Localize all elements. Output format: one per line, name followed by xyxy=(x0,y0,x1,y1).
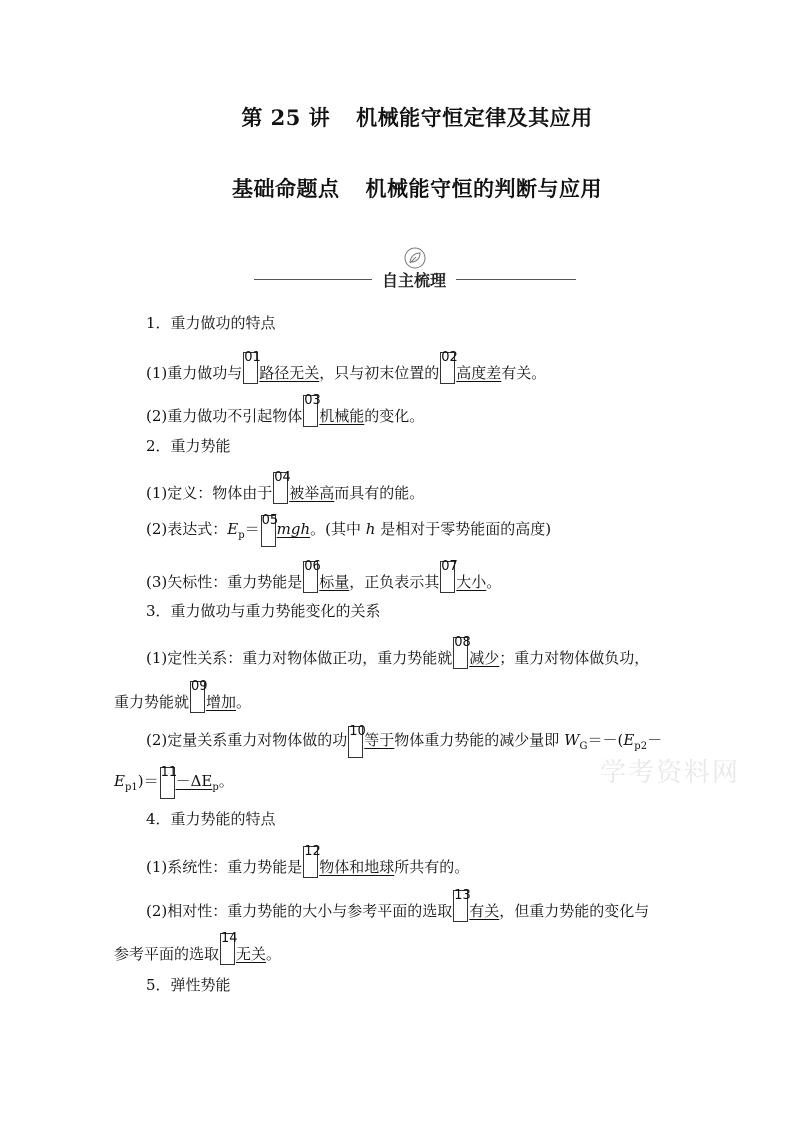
blank-box: 05 xyxy=(261,515,276,547)
topic-type: 基础命题点 xyxy=(232,176,340,201)
answer: $-\Delta E_p$ xyxy=(175,772,219,793)
blank-box: 08 xyxy=(453,637,468,669)
line-4-2-cont: 参考平面的选取 14 无关。 xyxy=(114,931,282,963)
answer: 路径无关 xyxy=(259,364,320,382)
blank-box: 09 xyxy=(190,681,205,713)
answer: 被举高 xyxy=(289,484,335,502)
blank-box: 10 xyxy=(348,726,363,758)
line-1-1: (1)重力做功与 01 路径无关，只与初末位置的 02 高度差有关。 xyxy=(146,350,547,382)
line-4-2: (2)相对性：重力势能的大小与参考平面的选取 13 有关，但重力势能的变化与 xyxy=(146,888,650,920)
line-3-1: (1)定性关系：重力对物体做正功，重力势能就 08 减少；重力对物体做负功， xyxy=(146,635,650,667)
lecture-title xyxy=(20,102,794,132)
watermark: 学考资料网 xyxy=(600,758,741,788)
lecture-title-text: 机械能守恒定律及其应用 xyxy=(356,105,593,130)
answer: 有关 xyxy=(469,902,500,920)
blank-box: 13 xyxy=(453,890,468,922)
answer: 增加 xyxy=(206,693,237,711)
heading-5: 5．弹性势能 xyxy=(146,976,231,994)
answer: mgh xyxy=(276,520,311,538)
blank-box: 14 xyxy=(220,933,235,965)
answer: 标量 xyxy=(319,573,350,591)
blank-box: 01 xyxy=(243,352,258,384)
answer: 机械能 xyxy=(319,407,365,425)
answer: 无关 xyxy=(236,945,267,963)
blank-box: 07 xyxy=(440,561,455,593)
answer: 高度差 xyxy=(456,364,502,382)
divider-right xyxy=(456,279,576,280)
answer: 等于 xyxy=(364,731,395,749)
line-1-2: (2)重力做功不引起物体 03 机械能的变化。 xyxy=(146,393,425,425)
line-3-1-cont: 重力势能就 09 增加。 xyxy=(114,679,252,711)
section-header xyxy=(254,247,576,297)
answer: 大小 xyxy=(456,573,487,591)
line-2-3: (3)矢标性：重力势能是 06 标量，正负表示其 07 大小。 xyxy=(146,559,502,591)
blank-box: 06 xyxy=(303,561,318,593)
heading-1: 1．重力做功的特点 xyxy=(146,314,276,332)
divider-left xyxy=(254,279,372,280)
blank-box: 03 xyxy=(303,395,318,427)
heading-2: 2．重力势能 xyxy=(146,437,231,455)
answer: 减少 xyxy=(469,649,500,667)
line-2-1: (1)定义：物体由于 04 被举高而具有的能。 xyxy=(146,470,425,502)
topic-title-text: 机械能守恒的判断与应用 xyxy=(365,176,602,201)
heading-3: 3．重力做功与重力势能变化的关系 xyxy=(146,602,381,620)
line-3-2: (2)定量关系重力对物体做的功 10 等于物体重力势能的减少量即 $W_G=-(E_{p2}-$ xyxy=(146,726,662,758)
answer: 物体和地球 xyxy=(319,858,395,876)
lecture-number: 第 25 讲 xyxy=(241,105,331,130)
topic-title xyxy=(20,173,794,203)
heading-4: 4．重力势能的特点 xyxy=(146,810,276,828)
line-3-2-cont: $E_{p1})=$ 11 $-\Delta E_p$。 xyxy=(114,767,234,799)
line-2-2: (2)表达式：$E_p=$ 05 mgh。(其中 h 是相对于零势能面的高度) xyxy=(146,515,551,547)
line-4-1: (1)系统性：重力势能是 12 物体和地球所共有的。 xyxy=(146,844,470,876)
blank-box: 12 xyxy=(303,846,318,878)
blank-box: 02 xyxy=(440,352,455,384)
blank-box: 11 xyxy=(160,767,175,799)
blank-box: 04 xyxy=(273,472,288,504)
leaf-icon xyxy=(404,247,426,269)
section-label: 自主梳理 xyxy=(381,271,446,290)
